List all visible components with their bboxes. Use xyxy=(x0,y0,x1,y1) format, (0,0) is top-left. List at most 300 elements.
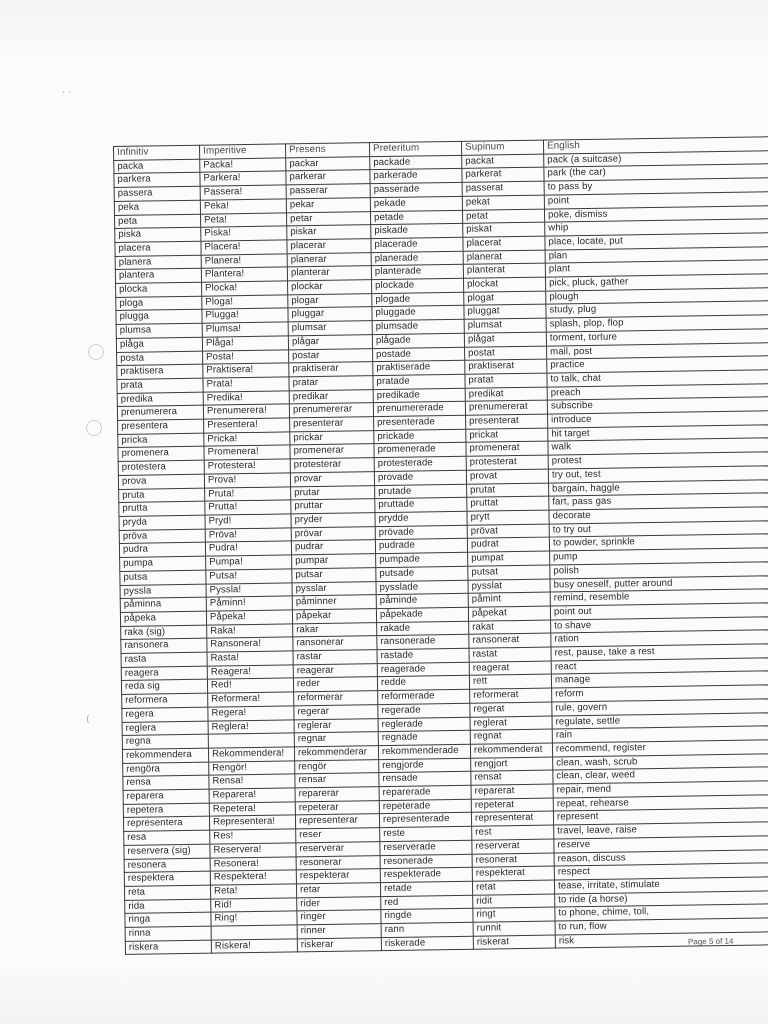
cell-preterite: pluggade xyxy=(372,306,464,321)
cell-present: reserverar xyxy=(296,841,380,856)
cell-present: presenterar xyxy=(290,417,374,432)
cell-infinitive: parkera xyxy=(114,173,200,188)
cell-present: prickar xyxy=(290,430,374,445)
cell-present: reglerar xyxy=(294,718,378,733)
cell-present: promenerar xyxy=(290,444,374,459)
cell-preterite: parkerade xyxy=(370,169,462,184)
cell-supine: rett xyxy=(469,674,551,689)
cell-present: pluggar xyxy=(288,307,372,322)
cell-infinitive: passera xyxy=(114,186,200,201)
cell-imperative: Reservera! xyxy=(210,843,296,858)
cell-preterite: reformerade xyxy=(378,689,470,704)
cell-imperative: Red! xyxy=(207,678,293,693)
cell-english: reform xyxy=(552,684,768,701)
cell-english: mail, post xyxy=(547,342,768,359)
cell-imperative: Raka! xyxy=(207,623,293,638)
cell-english: to talk, chat xyxy=(547,369,768,386)
cell-present: retar xyxy=(296,883,380,898)
cell-imperative: Praktisera! xyxy=(203,363,289,378)
cell-present: parkerar xyxy=(286,170,370,185)
cell-imperative: Pricka! xyxy=(204,432,290,447)
cell-infinitive: peka xyxy=(114,200,200,215)
cell-preterite: praktiserade xyxy=(373,361,465,376)
cell-present: respekterar xyxy=(296,869,380,884)
cell-imperative: Reparera! xyxy=(209,788,295,803)
cell-present: pysslar xyxy=(292,581,376,596)
cell-english: rule, govern xyxy=(552,698,768,715)
cell-supine: praktiserat xyxy=(465,359,547,374)
cell-english: pick, pluck, gather xyxy=(545,273,768,290)
cell-supine: postat xyxy=(465,346,547,361)
cell-english: manage xyxy=(551,671,768,688)
cell-preterite: pumpade xyxy=(376,552,468,567)
cell-infinitive: reservera (sig) xyxy=(124,844,210,859)
cell-present: packar xyxy=(286,156,370,171)
cell-english: risk xyxy=(555,931,768,948)
cell-infinitive: peta xyxy=(115,214,201,229)
cell-supine: plumsat xyxy=(464,318,546,333)
cell-preterite: petade xyxy=(370,210,462,225)
cell-supine: plågat xyxy=(464,332,546,347)
cell-infinitive: praktisera xyxy=(117,364,203,379)
cell-preterite: repeterade xyxy=(379,799,471,814)
cell-supine: rengjort xyxy=(471,757,553,772)
cell-imperative: Plumsa! xyxy=(202,322,288,337)
cell-english: introduce xyxy=(548,410,768,427)
cell-supine: prytt xyxy=(467,510,549,525)
cell-present: prövar xyxy=(291,526,375,541)
cell-present: protesterar xyxy=(290,458,374,473)
cell-imperative: Respektera! xyxy=(210,870,296,885)
cell-supine: runnit xyxy=(473,921,555,936)
cell-imperative: Ring! xyxy=(211,911,297,926)
cell-preterite: planterade xyxy=(371,265,463,280)
cell-supine: predikat xyxy=(465,387,547,402)
cell-imperative: Prenumerera! xyxy=(203,404,289,419)
cell-preterite: representerade xyxy=(379,813,471,828)
cell-present: rekommenderar xyxy=(294,746,378,761)
cell-infinitive: pruta xyxy=(119,488,205,503)
cell-english: recommend, register xyxy=(552,739,768,756)
cell-english: bargain, haggle xyxy=(549,479,768,496)
cell-imperative: Plantera! xyxy=(201,267,287,282)
cell-present: regerar xyxy=(294,704,378,719)
cell-infinitive: pudra xyxy=(119,543,205,558)
cell-preterite: pudrade xyxy=(375,539,467,554)
cell-present: petar xyxy=(287,211,371,226)
cell-english: pump xyxy=(550,547,768,564)
cell-imperative: Plocka! xyxy=(202,281,288,296)
cell-imperative xyxy=(208,733,294,748)
cell-infinitive: presentera xyxy=(118,419,204,434)
cell-imperative: Pryd! xyxy=(205,514,291,529)
cell-english: respect xyxy=(554,863,768,880)
cell-infinitive: placera xyxy=(115,241,201,256)
cell-infinitive: rinna xyxy=(125,926,211,941)
cell-infinitive: prova xyxy=(118,474,204,489)
cell-present: reagerar xyxy=(293,663,377,678)
cell-english: practice xyxy=(547,356,768,373)
cell-infinitive: reglera xyxy=(122,721,208,736)
cell-present: ringer xyxy=(297,910,381,925)
cell-present: pruttar xyxy=(291,499,375,514)
cell-infinitive: protestera xyxy=(118,460,204,475)
cell-preterite: prenumererade xyxy=(373,402,465,417)
cell-supine: prutat xyxy=(467,483,549,498)
cell-supine: passerat xyxy=(462,181,544,196)
cell-infinitive: påpeka xyxy=(120,611,206,626)
cell-present: piskar xyxy=(287,225,371,240)
cell-imperative: Protestera! xyxy=(204,459,290,474)
cell-imperative: Reagera! xyxy=(207,665,293,680)
cell-preterite: protesterade xyxy=(374,456,466,471)
cell-imperative: Putsa! xyxy=(206,569,292,584)
cell-present: prenumererar xyxy=(289,403,373,418)
cell-infinitive: rensa xyxy=(123,775,209,790)
cell-english: point xyxy=(544,191,768,208)
cell-supine: planerat xyxy=(463,250,545,265)
cell-preterite: rann xyxy=(381,922,473,937)
cell-imperative: Predika! xyxy=(203,391,289,406)
cell-preterite: packade xyxy=(370,155,462,170)
cell-supine: ringt xyxy=(473,907,555,922)
cell-preterite: påpekade xyxy=(376,607,468,622)
cell-infinitive: raka (sig) xyxy=(121,625,207,640)
cell-preterite: redde xyxy=(377,676,469,691)
cell-infinitive: pumpa xyxy=(120,556,206,571)
cell-preterite: pruttade xyxy=(375,498,467,513)
cell-imperative: Regera! xyxy=(208,706,294,721)
cell-supine: pysslat xyxy=(468,579,550,594)
cell-preterite: postade xyxy=(373,347,465,362)
cell-infinitive: pryda xyxy=(119,515,205,530)
cell-supine: regnat xyxy=(470,729,552,744)
cell-supine: regerat xyxy=(470,702,552,717)
header-preterite: Preteritum xyxy=(369,141,461,156)
cell-present: reser xyxy=(296,828,380,843)
cell-infinitive: ringa xyxy=(125,913,211,928)
cell-preterite: putsade xyxy=(376,566,468,581)
cell-english: park (the car) xyxy=(544,164,768,181)
cell-imperative: Ploga! xyxy=(202,295,288,310)
cell-preterite: rastade xyxy=(377,648,469,663)
cell-infinitive: reagera xyxy=(121,666,207,681)
cell-imperative: Pruta! xyxy=(205,486,291,501)
cell-english: place, locate, put xyxy=(545,232,768,249)
cell-english: remind, resemble xyxy=(550,589,768,606)
cell-imperative: Peta! xyxy=(201,212,287,227)
cell-supine: representerat xyxy=(471,811,553,826)
cell-preterite: plumsade xyxy=(372,319,464,334)
cell-infinitive: respektera xyxy=(124,871,210,886)
cell-imperative xyxy=(211,925,297,940)
cell-infinitive: repetera xyxy=(123,803,209,818)
cell-infinitive: prenumerera xyxy=(117,406,203,421)
cell-english: preach xyxy=(547,383,768,400)
cell-imperative: Res! xyxy=(210,829,296,844)
cell-english: repeat, rehearse xyxy=(553,794,768,811)
cell-english: plough xyxy=(546,287,768,304)
cell-supine: retat xyxy=(472,880,554,895)
cell-english: hit target xyxy=(548,424,768,441)
cell-preterite: pratade xyxy=(373,374,465,389)
cell-infinitive: resonera xyxy=(124,858,210,873)
table-body xyxy=(114,150,768,955)
cell-imperative: Rengör! xyxy=(209,761,295,776)
cell-imperative: Presentera! xyxy=(204,418,290,433)
cell-supine: rekommenderat xyxy=(470,743,552,758)
cell-present: reparerar xyxy=(295,787,379,802)
cell-supine: ridit xyxy=(473,894,555,909)
header-present: Presens xyxy=(285,143,369,158)
cell-preterite: passerade xyxy=(370,182,462,197)
cell-infinitive: reformera xyxy=(122,693,208,708)
cell-infinitive: pyssla xyxy=(120,584,206,599)
cell-infinitive: plantera xyxy=(115,269,201,284)
cell-preterite: regerade xyxy=(378,703,470,718)
cell-present: plockar xyxy=(288,280,372,295)
cell-supine: plockat xyxy=(464,277,546,292)
cell-preterite: regnade xyxy=(378,730,470,745)
cell-supine: pumpat xyxy=(468,551,550,566)
cell-english: tease, irritate, stimulate xyxy=(554,876,768,893)
cell-present: reder xyxy=(293,677,377,692)
cell-supine: reparerat xyxy=(471,784,553,799)
cell-preterite: reste xyxy=(380,826,472,841)
cell-infinitive: posta xyxy=(117,351,203,366)
cell-present: rensar xyxy=(295,773,379,788)
cell-english: protest xyxy=(548,452,768,469)
cell-infinitive: rekommendera xyxy=(122,748,208,763)
cell-english: to shave xyxy=(551,616,768,633)
cell-supine: rensat xyxy=(471,770,553,785)
cell-preterite: prövade xyxy=(375,525,467,540)
cell-imperative: Prutta! xyxy=(205,500,291,515)
cell-english: to powder, sprinkle xyxy=(549,534,768,551)
cell-present: passerar xyxy=(286,184,370,199)
cell-supine: pudrat xyxy=(467,537,549,552)
cell-english: represent xyxy=(553,808,768,825)
cell-imperative: Promenera! xyxy=(204,445,290,460)
cell-supine: placerat xyxy=(463,236,545,251)
cell-present: rakar xyxy=(293,622,377,637)
cell-imperative: Rid! xyxy=(211,898,297,913)
cell-present: pumpar xyxy=(292,554,376,569)
cell-imperative: Pyssla! xyxy=(206,582,292,597)
cell-imperative: Riskera! xyxy=(211,939,297,954)
cell-supine: provat xyxy=(466,469,548,484)
cell-present: rastar xyxy=(293,650,377,665)
cell-english: reserve xyxy=(554,835,768,852)
cell-supine: rest xyxy=(472,825,554,840)
cell-preterite: prutade xyxy=(375,484,467,499)
cell-preterite: rakade xyxy=(377,621,469,636)
cell-imperative: Prova! xyxy=(204,473,290,488)
cell-preterite: predikade xyxy=(373,388,465,403)
cell-present: repeterar xyxy=(295,800,379,815)
cell-imperative: Passera! xyxy=(200,185,286,200)
header-supine: Supinum xyxy=(461,140,543,155)
cell-infinitive: predika xyxy=(117,392,203,407)
cell-supine: reserverat xyxy=(472,839,554,854)
cell-present: pudrar xyxy=(291,540,375,555)
cell-english: fart, pass gas xyxy=(549,493,768,510)
cell-imperative: Prata! xyxy=(203,377,289,392)
cell-present: rengör xyxy=(295,759,379,774)
cell-infinitive: packa xyxy=(114,159,200,174)
cell-imperative: Rasta! xyxy=(207,651,293,666)
cell-supine: prenumererat xyxy=(465,400,547,415)
cell-present: predikar xyxy=(289,389,373,404)
header-imperative: Imperitive xyxy=(199,144,285,159)
punch-hole-mark xyxy=(88,344,104,360)
cell-supine: rastat xyxy=(469,647,551,662)
cell-english: walk xyxy=(548,438,768,455)
cell-preterite: planerade xyxy=(371,251,463,266)
cell-supine: reformerat xyxy=(470,688,552,703)
cell-english: study, plug xyxy=(546,301,768,318)
scan-speck: ( xyxy=(86,714,90,725)
cell-imperative: Pudra! xyxy=(205,541,291,556)
cell-present: regnar xyxy=(294,732,378,747)
cell-english: to ride (a horse) xyxy=(555,890,768,907)
cell-imperative: Representera! xyxy=(209,815,295,830)
cell-imperative: Pumpa! xyxy=(206,555,292,570)
cell-supine: parkerat xyxy=(462,168,544,183)
cell-english: clean, wash, scrub xyxy=(553,753,768,770)
cell-preterite: ransonerade xyxy=(377,635,469,650)
cell-infinitive: resa xyxy=(124,830,210,845)
cell-preterite: pysslade xyxy=(376,580,468,595)
cell-present: planterar xyxy=(287,266,371,281)
cell-supine: riskerat xyxy=(473,935,555,950)
cell-present: pekar xyxy=(286,198,370,213)
cell-supine: protesterat xyxy=(466,455,548,470)
cell-infinitive: putsa xyxy=(120,570,206,585)
cell-infinitive: pricka xyxy=(118,433,204,448)
vocabulary-sheet xyxy=(113,136,768,955)
cell-present: rider xyxy=(297,896,381,911)
cell-english: reason, discuss xyxy=(554,849,768,866)
cell-infinitive: piska xyxy=(115,227,201,242)
cell-english: point out xyxy=(550,602,768,619)
cell-english: polish xyxy=(550,561,768,578)
cell-infinitive: regna xyxy=(122,734,208,749)
scan-speck: · · xyxy=(62,88,72,99)
cell-infinitive: pröva xyxy=(119,529,205,544)
cell-present: planerar xyxy=(287,252,371,267)
cell-english: to pass by xyxy=(544,178,768,195)
cell-imperative: Plugga! xyxy=(202,308,288,323)
cell-preterite: reparerade xyxy=(379,785,471,800)
cell-infinitive: ransonera xyxy=(121,638,207,653)
cell-preterite: prickade xyxy=(374,429,466,444)
cell-english: try out, test xyxy=(548,465,768,482)
cell-infinitive: rengöra xyxy=(123,762,209,777)
cell-supine: respekterat xyxy=(472,866,554,881)
cell-infinitive: reparera xyxy=(123,789,209,804)
cell-imperative: Peka! xyxy=(200,199,286,214)
cell-supine: ransonerat xyxy=(469,633,551,648)
cell-imperative: Reformera! xyxy=(208,692,294,707)
cell-infinitive: plugga xyxy=(116,310,202,325)
cell-english: subscribe xyxy=(547,397,768,414)
cell-present: påpekar xyxy=(292,609,376,624)
cell-supine: reglerat xyxy=(470,716,552,731)
cell-preterite: plågade xyxy=(372,333,464,348)
cell-infinitive: ploga xyxy=(116,296,202,311)
cell-preterite: reagerade xyxy=(377,662,469,677)
cell-infinitive: reda sig xyxy=(121,680,207,695)
cell-imperative: Placera! xyxy=(201,240,287,255)
cell-supine: prickat xyxy=(466,428,548,443)
cell-english: rain xyxy=(552,726,768,743)
cell-preterite: riskerade xyxy=(381,936,473,951)
cell-present: prutar xyxy=(291,485,375,500)
cell-english: rest, pause, take a rest xyxy=(551,643,768,660)
cell-imperative: Parkera! xyxy=(200,171,286,186)
cell-present: rinner xyxy=(297,924,381,939)
cell-infinitive: reta xyxy=(124,885,210,900)
verb-conjugation-table xyxy=(113,136,768,955)
cell-english: to run, flow xyxy=(555,917,768,934)
cell-infinitive: representera xyxy=(123,817,209,832)
cell-preterite: piskade xyxy=(371,224,463,239)
cell-present: putsar xyxy=(292,567,376,582)
cell-present: postar xyxy=(289,348,373,363)
cell-present: plogar xyxy=(288,293,372,308)
cell-preterite: plockade xyxy=(372,278,464,293)
cell-present: placerar xyxy=(287,239,371,254)
cell-english: plan xyxy=(545,246,768,263)
cell-preterite: resonerade xyxy=(380,854,472,869)
cell-present: reformerar xyxy=(294,691,378,706)
cell-english: ration xyxy=(551,630,768,647)
cell-supine: repeterat xyxy=(471,798,553,813)
cell-supine: reagerat xyxy=(469,661,551,676)
cell-supine: resonerat xyxy=(472,853,554,868)
cell-infinitive: plocka xyxy=(116,282,202,297)
cell-preterite: reglerade xyxy=(378,717,470,732)
cell-present: plågar xyxy=(288,335,372,350)
cell-supine: planterat xyxy=(463,263,545,278)
cell-preterite: respekterade xyxy=(380,868,472,883)
cell-infinitive: påminna xyxy=(120,597,206,612)
cell-preterite: reserverade xyxy=(380,840,472,855)
header-english: English xyxy=(543,136,768,153)
cell-supine: putsat xyxy=(468,565,550,580)
cell-imperative: Påpeka! xyxy=(206,610,292,625)
cell-preterite: promenerade xyxy=(374,443,466,458)
cell-infinitive: rasta xyxy=(121,652,207,667)
cell-imperative: Repetera! xyxy=(209,802,295,817)
cell-english: whip xyxy=(545,219,768,236)
cell-imperative: Planera! xyxy=(201,254,287,269)
cell-supine: presenterat xyxy=(466,414,548,429)
cell-present: praktiserar xyxy=(289,362,373,377)
cell-supine: plogat xyxy=(464,291,546,306)
cell-imperative: Påminn! xyxy=(206,596,292,611)
cell-english: travel, leave, raise xyxy=(554,821,768,838)
cell-preterite: presenterade xyxy=(374,415,466,430)
cell-supine: prövat xyxy=(467,524,549,539)
cell-imperative: Piska! xyxy=(201,226,287,241)
cell-preterite: pekade xyxy=(370,196,462,211)
cell-english: to try out xyxy=(549,520,768,537)
cell-english: to phone, chime, toll, xyxy=(555,904,768,921)
cell-supine: pluggat xyxy=(464,305,546,320)
cell-present: pratar xyxy=(289,376,373,391)
